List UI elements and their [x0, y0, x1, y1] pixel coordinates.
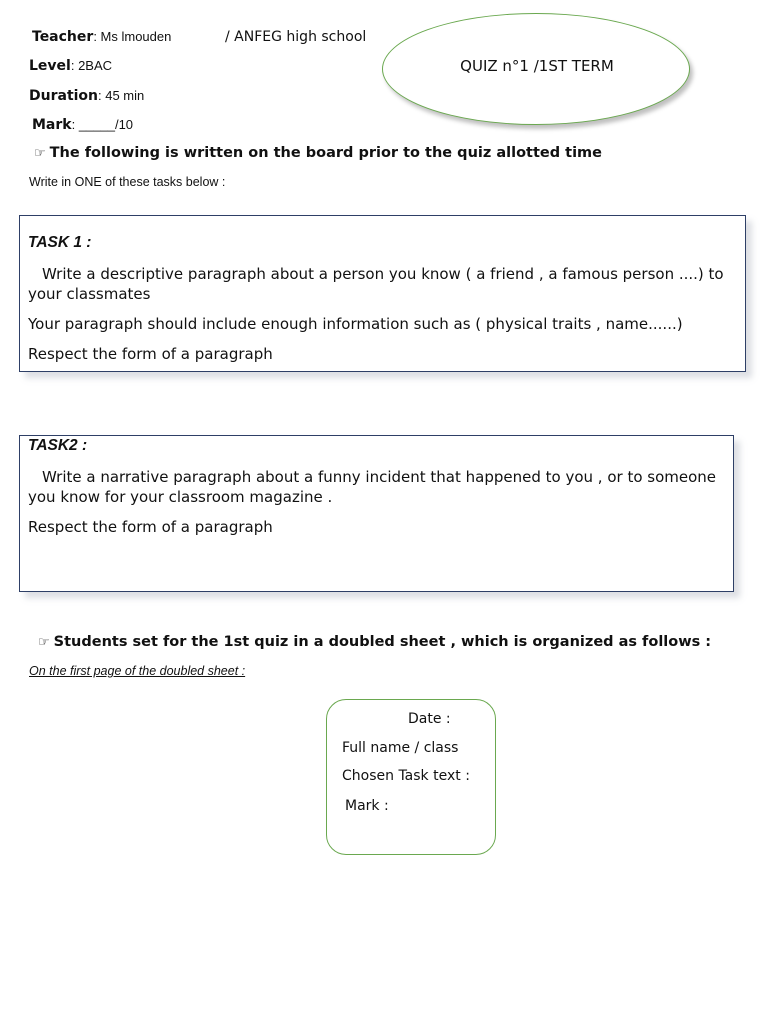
first-page-note: On the first page of the doubled sheet :: [29, 664, 246, 678]
task1-line3: Respect the form of a paragraph: [28, 345, 273, 363]
teacher-line: [32, 29, 171, 45]
duration-value: : 45 min: [98, 88, 145, 103]
mark-label: Mark: [32, 117, 72, 133]
board-note-text: The following is written on the board prior to the quiz allotted time: [49, 145, 603, 161]
task2-line1: Write a narrative paragraph about a funny incident that happened to you , or to someone you know for your classroom magazine .: [28, 468, 717, 506]
duration-line: [29, 88, 144, 104]
students-note: [38, 634, 711, 650]
task1-line1: Write a descriptive paragraph about a person you know ( a friend , a famous person ....) to your classmates: [28, 265, 724, 303]
level-label: Level: [29, 58, 71, 74]
mark-line: [32, 117, 133, 133]
card-full-name: Full name / class: [342, 740, 459, 756]
duration-label: Duration: [29, 88, 99, 104]
students-note-text: Students set for the 1st quiz in a doubled sheet , which is organized as follows :: [53, 634, 712, 650]
card-mark: Mark :: [345, 798, 389, 814]
pointing-hand-icon: ☞: [38, 635, 50, 650]
sheet-card: [326, 699, 496, 855]
task2-box: [19, 435, 734, 592]
level-value: : 2BAC: [70, 58, 113, 73]
board-note: [34, 145, 602, 161]
level-line: [29, 58, 112, 74]
quiz-title: QUIZ n°1 /1ST TERM: [460, 57, 614, 75]
quiz-title-oval: [382, 13, 690, 125]
task2-title: TASK2 :: [28, 437, 88, 454]
school-name: / ANFEG high school: [225, 29, 367, 45]
task2-line2: Respect the form of a paragraph: [28, 518, 273, 536]
card-chosen-task: Chosen Task text :: [342, 768, 470, 784]
mark-value: : _____/10: [71, 117, 134, 132]
task1-line2: Your paragraph should include enough information such as ( physical traits , name......): [28, 315, 683, 333]
teacher-label: Teacher: [32, 29, 94, 45]
task1-box: [19, 215, 746, 372]
instruction-text: Write in ONE of these tasks below :: [29, 175, 226, 189]
teacher-value: : Ms lmouden: [93, 29, 172, 44]
task1-title: TASK 1 :: [28, 234, 92, 251]
pointing-hand-icon: ☞: [34, 146, 46, 161]
card-date: Date :: [408, 711, 451, 727]
